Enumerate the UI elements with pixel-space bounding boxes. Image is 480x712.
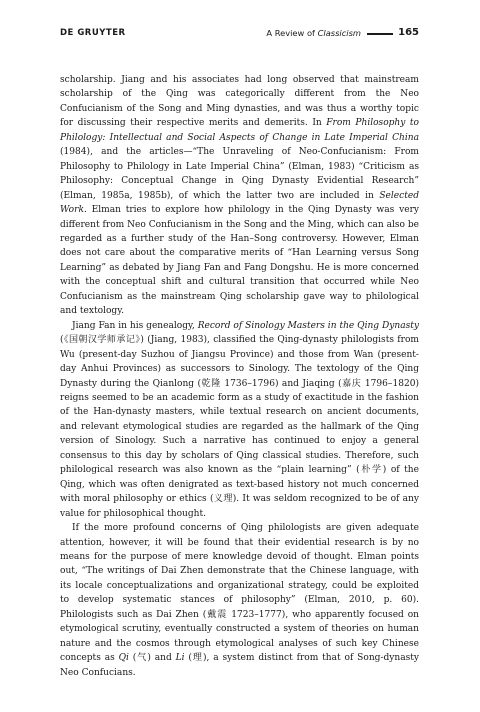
running-header (60, 27, 419, 41)
header-rule (367, 33, 393, 35)
text-run: scholarship. Jiang and his associates had long observed that mainstream scholarship of the Qing was categorically different from the Neo Confucianism of the Song and Ming dynasties, and was thus a worthy topic for discussing their respective merits and demerits. In (60, 75, 419, 129)
paragraph (60, 319, 419, 521)
body-text (60, 73, 419, 680)
text-run: If the more profound concerns of Qing philologists are given adequate attention, however, it will be found that their evidential research is by no means for the purpose of mere knowledge devoid of thought. Elman points out, “The writings of Dai Zhen demonstrate that the Chinese language, with its locale conceptualizations and organizational strategy, could be exploited to develop systematic stances of philosophy” (Elman, 2010, p. 60). Philologists such as Dai Zhen (戴震 1723–1777), who apparently focused on etymological scrutiny, eventually constructed a system of theories on human nature and the cosmos through etymological analyses of such key Chinese concepts as (60, 523, 419, 664)
text-run: . Elman tries to explore how philology in the Qing Dynasty was very different from Neo Confucianism in the Song and the Ming, which can also be regarded as a further study of the Han–Song controversy. However, Elman does not care about the comparative merits of “Han Learning versus Song Learning” as debated by Jiang Fan and Fang Dongshu. He is more concerned with the conceptual shift and cultural transition that occurred while Neo Confucianism as the mainstream Qing scholarship gave way to philological and textology. (60, 205, 419, 317)
text-run: Jiang Fan in his genealogy, (72, 320, 198, 331)
publisher-name: DE GRUYTER (60, 28, 126, 38)
italic-text-run: Li (175, 653, 185, 664)
italic-text-run: Qi (118, 653, 129, 664)
text-run: (气) and (128, 653, 176, 664)
text-run: (1984), and the articles—“The Unraveling of Neo-Confucianism: From Philosophy to Philology in Late Imperial China” (Elman, 1983) “Criticism as Philosophy: Conceptual Change in Qing Dynasty Evidential Research” (Elman, 1985a, 1985b), of which the latter two are included in (60, 147, 419, 201)
running-title (266, 27, 361, 39)
paragraph (60, 73, 419, 319)
paragraph (60, 521, 419, 680)
page-number: 165 (398, 27, 419, 38)
text-run: (《国朝汉学师承记》) (Jiang, 1983), classified the Qing-dynasty philologists from Wu (present-day Suzhou of Jiangsu Province) and those from Wan (present-day Anhui Provinces) as successors to Sinology. The textology of the Qing Dynasty during the Qianlong (乾隆 1736–1796) and Jiaqing (嘉庆 1796–1820) reigns seemed to be an academic form as a study of exactitude in the fashion of the Han-dynasty masters, while textual research on ancient documents, and relevant etymological studies are regarded as the hallmark of the Qing version of Sinology. Such a narrative has continued to enjoy a general consensus to this day by scholars of Qing classical studies. Therefore, such philological research was also known as the “plain learning” (朴学) of the Qing, which was often denigrated as text-based history not much concerned with moral philosophy or ethics (义理). It was seldom recognized to be of any value for philosophical thought. (60, 335, 419, 519)
text-run: (理), a system distinct from that of Song-dynasty Neo Confucians. (60, 653, 420, 678)
running-title-italic: Classicism (317, 28, 361, 38)
running-title-prefix: A Review of (266, 28, 318, 38)
italic-text-run: Record of Sinology Masters in the Qing Dynasty (197, 320, 419, 331)
italic-text-run: From Philosophy to Philology: Intellectual and Social Aspects of Change in Late Imperial China (60, 118, 419, 143)
italic-text-run: Selected Work (60, 190, 419, 216)
